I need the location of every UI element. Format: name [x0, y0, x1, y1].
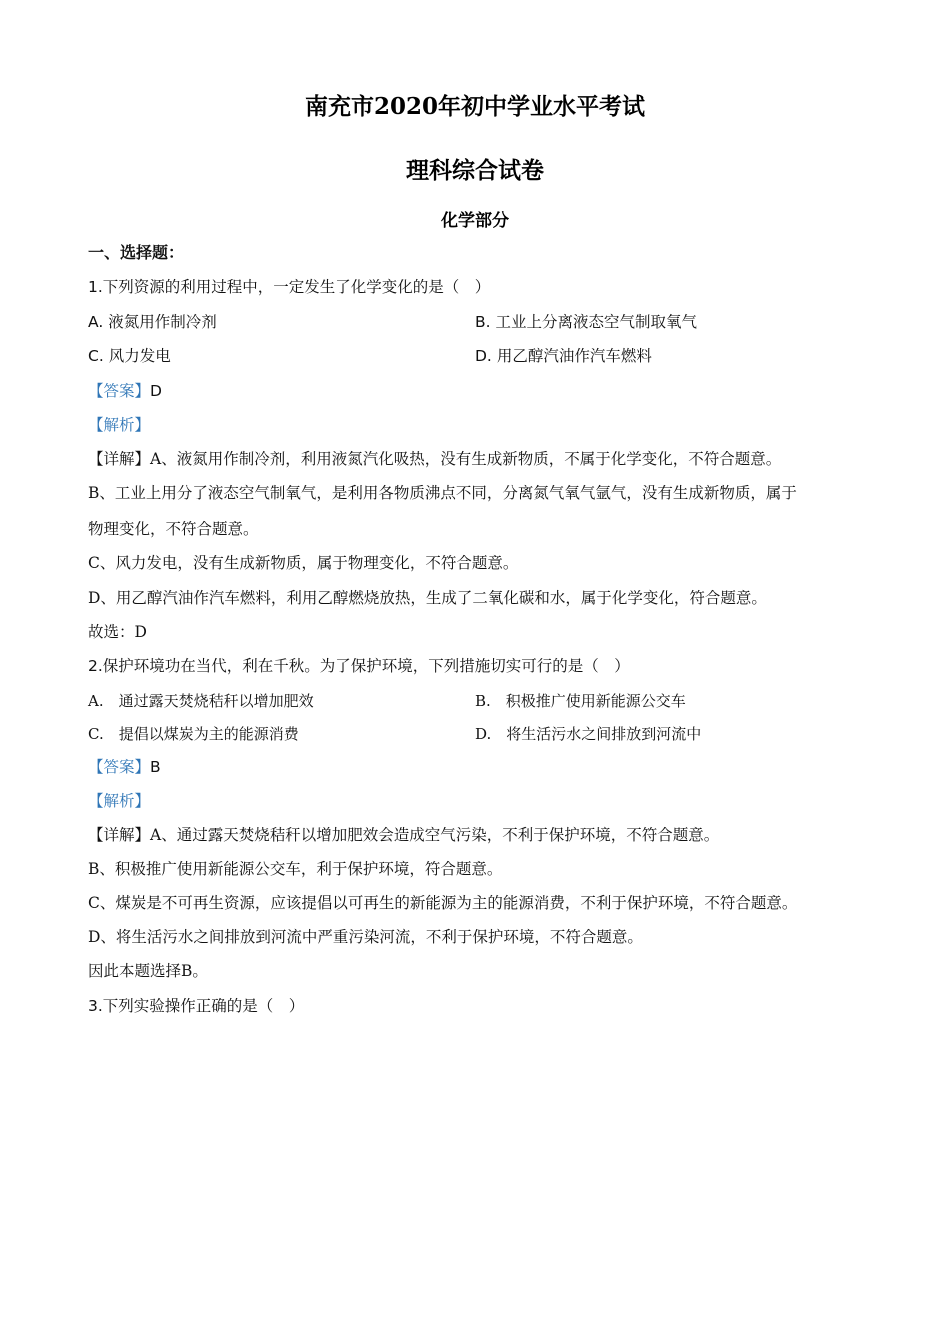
part-title: 化学部分: [441, 211, 509, 231]
question-3: [88, 995, 304, 1017]
question-1: [88, 276, 490, 298]
detail-tag: 【详解】: [88, 450, 151, 468]
section-heading: 一、选择题：: [88, 243, 185, 262]
q1-conclusion: 故选：D: [88, 623, 147, 641]
q2-detail-d: D、将生活污水之间排放到河流中严重污染河流，不利于保护环境，不符合题意。: [88, 928, 643, 946]
answer-value: B: [150, 758, 161, 776]
q2-detail-b: B、积极推广使用新能源公交车，利于保护环境，符合题意。: [88, 860, 503, 878]
q2-option-b: B. 积极推广使用新能源公交车: [475, 692, 686, 710]
q1-answer: [88, 380, 162, 402]
q2-conclusion: 因此本题选择B。: [88, 962, 208, 980]
q1-option-d: D. 用乙醇汽油作汽车燃料: [475, 347, 652, 365]
question-stem: 保护环境功在当代，利在千秋。为了保护环境，下列措施切实可行的是（ ）: [102, 657, 630, 675]
q2-detail-a: 【详解】A、通过露天焚烧秸秆以增加肥效会造成空气污染，不利于保护环境，不符合题意。: [88, 826, 720, 844]
q1-option-b: B. 工业上分离液态空气制取氧气: [475, 313, 698, 331]
question-number: 1.: [88, 278, 103, 296]
q1-detail-d: D、用乙醇汽油作汽车燃料，利用乙醇燃烧放热，生成了二氧化碳和水，属于化学变化，符合题意。: [88, 589, 767, 607]
detail-tag: 【详解】: [88, 826, 151, 844]
q1-detail-c: C、风力发电，没有生成新物质，属于物理变化，不符合题意。: [88, 554, 519, 572]
q1-option-a: A. 液氮用作制冷剂: [88, 313, 217, 331]
q2-option-d: D. 将生活污水之间排放到河流中: [475, 725, 702, 743]
answer-tag: 【答案】: [88, 758, 151, 776]
question-number: 2.: [88, 657, 103, 675]
q2-answer: [88, 756, 161, 778]
q1-detail-b-line1: B、工业上用分了液态空气制氧气，是利用各物质沸点不同，分离氮气氧气氩气，没有生成新物质，属于: [88, 484, 797, 502]
q1-analysis-tag: 【解析】: [88, 416, 151, 434]
q2-option-a: A. 通过露天焚烧秸秆以增加肥效: [88, 692, 314, 710]
question-2: [88, 655, 630, 677]
question-stem: 下列资源的利用过程中，一定发生了化学变化的是（ ）: [102, 278, 491, 296]
answer-tag: 【答案】: [88, 382, 151, 400]
q2-option-c: C. 提倡以煤炭为主的能源消费: [88, 725, 299, 743]
q2-detail-c: C、煤炭是不可再生资源，应该提倡以可再生的新能源为主的能源消费，不利于保护环境，不符合题意。: [88, 894, 798, 912]
q1-detail-b-line2: 物理变化，不符合题意。: [88, 520, 259, 538]
exam-title: 南充市2020年初中学业水平考试: [304, 93, 645, 120]
q1-option-c: C. 风力发电: [88, 347, 171, 365]
answer-value: D: [150, 382, 162, 400]
question-stem: 下列实验操作正确的是（ ）: [102, 997, 305, 1015]
exam-subtitle: 理科综合试卷: [406, 157, 544, 184]
q1-detail-a: 【详解】A、液氮用作制冷剂，利用液氮汽化吸热，没有生成新物质，不属于化学变化，不符合题意。: [88, 450, 782, 468]
question-number: 3.: [88, 997, 103, 1015]
q2-analysis-tag: 【解析】: [88, 792, 151, 810]
